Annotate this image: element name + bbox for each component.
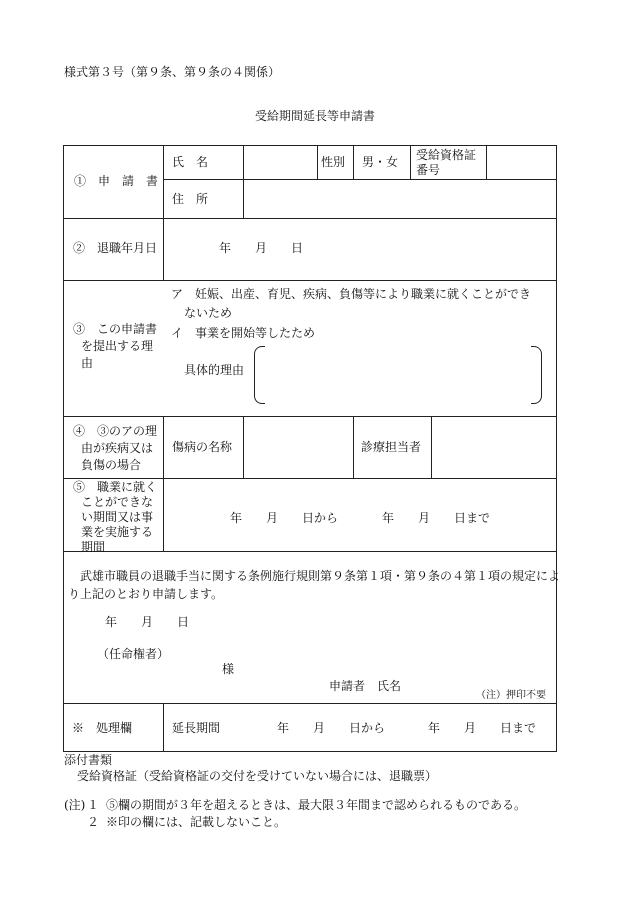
- column-divider: [163, 703, 164, 752]
- period-section-label: ⑤ 職業に就く: [73, 480, 158, 494]
- form-number: 様式第３号（第９条、第９条の４関係）: [64, 65, 281, 79]
- column-divider: [163, 416, 164, 551]
- application-form-table: [63, 145, 561, 752]
- reason-option-a-cont: ないため: [184, 306, 233, 320]
- note-2-text: ※印の欄には、記載しないこと。: [106, 815, 287, 829]
- applicant-name-label: 申請者 氏名: [329, 679, 402, 693]
- certificate-number-field[interactable]: [487, 147, 555, 178]
- note-1-text: ⑤欄の期間が３年を超えるときは、最大限３年間まで認められるものである。: [106, 798, 527, 812]
- row-divider: [64, 218, 556, 219]
- name-label: 氏 名: [172, 155, 209, 169]
- gender-label: 性別: [321, 155, 346, 169]
- specific-reason-field[interactable]: [266, 348, 529, 400]
- retirement-date-field[interactable]: 年 月 日: [219, 241, 304, 255]
- disease-name-label: 傷病の名称: [172, 440, 233, 454]
- period-section-label-5: 期間: [81, 540, 106, 554]
- certificate-number-label: 受給資格証: [416, 148, 477, 162]
- gender-options[interactable]: 男・女: [362, 155, 399, 169]
- right-bracket: [531, 346, 542, 404]
- form-title: 受給期間延長等申請書: [254, 109, 375, 123]
- period-section-label-2: ことができな: [81, 495, 154, 509]
- illness-section-label-3: 負傷の場合: [81, 458, 142, 472]
- specific-reason-label: 具体的理由: [184, 363, 245, 377]
- note-2-number: ２: [87, 815, 100, 829]
- attachments-heading: 添付書類: [64, 753, 113, 767]
- extension-to-field: 年 月 日まで: [428, 721, 537, 735]
- row-divider: [64, 551, 556, 552]
- disease-name-field[interactable]: [244, 417, 352, 477]
- certificate-number-label-2: 番号: [416, 163, 441, 177]
- retirement-date-label: ② 退職年月日: [73, 241, 158, 255]
- reason-section-label-2: を提出する理: [81, 339, 154, 353]
- honorific-sama: 様: [222, 662, 235, 676]
- extension-period-label: 延長期間: [172, 721, 221, 735]
- processing-section-label: ※ 処理欄: [72, 721, 133, 735]
- row-divider: [64, 280, 556, 281]
- period-to-field[interactable]: 年 月 日まで: [382, 511, 491, 525]
- column-divider: [410, 146, 411, 179]
- address-label: 住 所: [172, 192, 209, 206]
- declaration-text: 武雄市職員の退職手当に関する条例施行規則第９条第１項・第９条の４第１項の規定によ: [80, 569, 561, 583]
- illness-section-label-2: 由が疾病又は: [81, 441, 154, 455]
- extension-from-field: 年 月 日から: [277, 721, 386, 735]
- note-1-number: １: [87, 798, 100, 812]
- reason-section-label-3: 由: [81, 356, 94, 370]
- illness-section-label: ④ ③のアの理: [73, 424, 158, 438]
- appointing-authority-label: （任命権者）: [97, 647, 170, 661]
- declaration-date-field[interactable]: 年 月 日: [105, 615, 190, 629]
- address-field[interactable]: [244, 180, 555, 217]
- attending-doctor-label: 診療担当者: [361, 440, 422, 454]
- note-prefix: (注): [64, 798, 86, 812]
- attachments-item: 受給資格証（受給資格証の交付を受けていない場合には、退職票）: [77, 769, 438, 783]
- reason-section-label: ③ この申請書: [73, 322, 158, 336]
- left-bracket: [254, 346, 265, 404]
- name-field[interactable]: [244, 147, 316, 178]
- column-divider: [353, 416, 354, 478]
- period-section-label-4: 業を実施する: [81, 525, 154, 539]
- column-divider: [353, 146, 354, 179]
- period-section-label-3: い期間又は事: [81, 510, 154, 524]
- period-from-field[interactable]: 年 月 日から: [230, 511, 339, 525]
- declaration-text-2: り上記のとおり申請します。: [68, 587, 224, 601]
- reason-option-b[interactable]: イ 事業を開始等したため: [171, 326, 316, 340]
- reason-option-a[interactable]: ア 妊娠、出産、育児、疾病、負傷等により職業に就くことができ: [171, 287, 532, 301]
- column-divider: [163, 146, 164, 280]
- column-divider: [317, 146, 318, 179]
- attending-doctor-field[interactable]: [432, 417, 555, 477]
- seal-not-required-note: （注）押印不要: [476, 690, 546, 701]
- applicant-section-label: ① 申 請 書: [74, 174, 159, 188]
